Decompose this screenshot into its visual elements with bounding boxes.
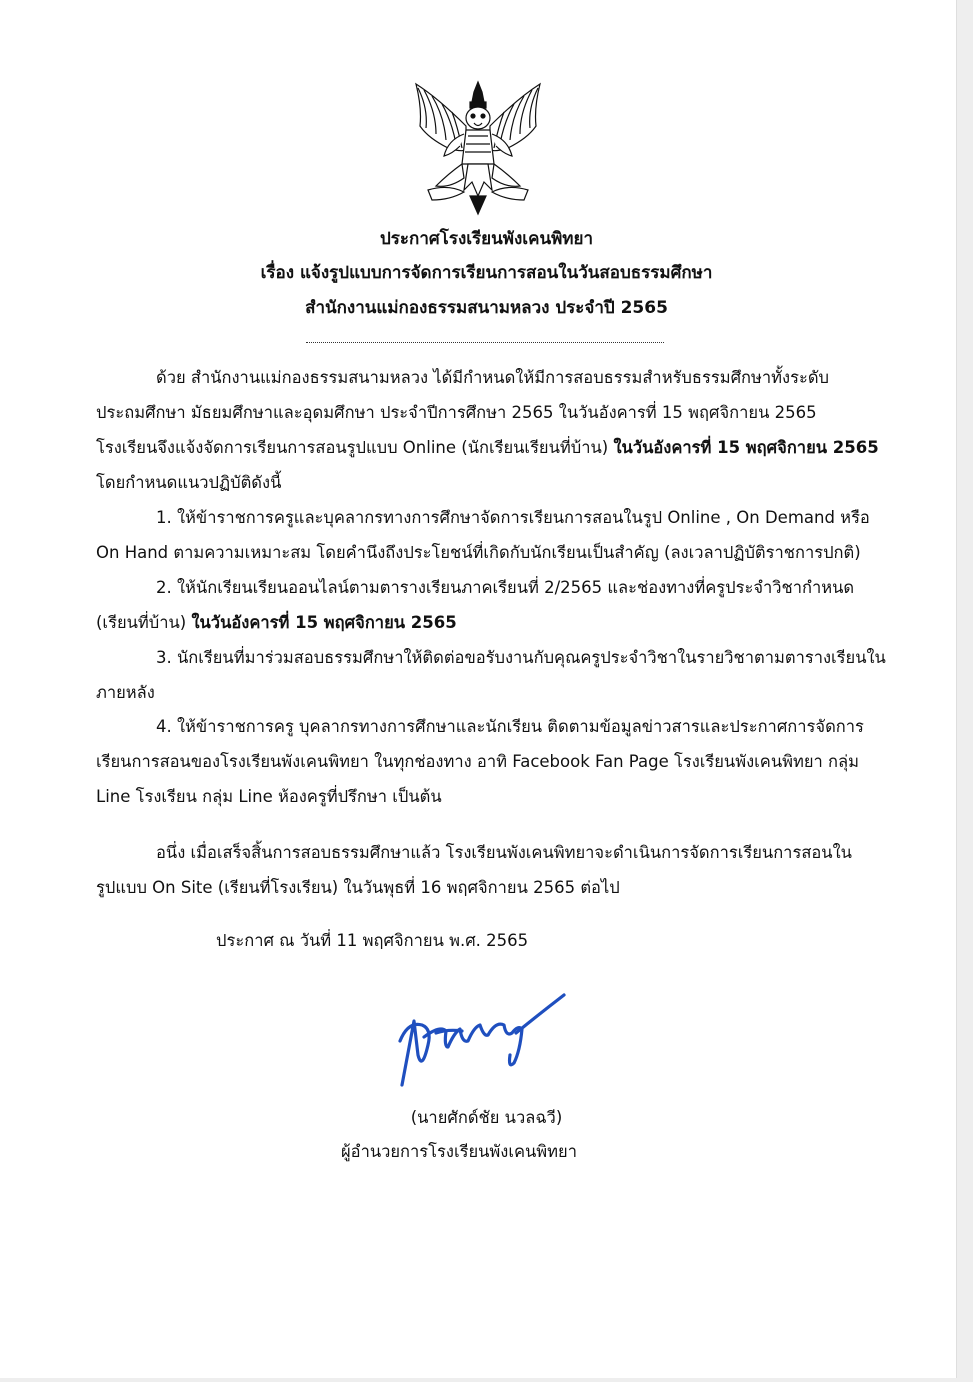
item-2-date-bold: ในวันอังคารที่ 15 พฤศจิกายน 2565: [191, 613, 457, 632]
item-3-line-1: 3. นักเรียนที่มาร่วมสอบธรรมศึกษาให้ติดต่อขอรับงานกับคุณครูประจำวิชาในรายวิชาตามตารางเรียนใน: [156, 648, 886, 667]
paragraph-1-line-4: โดยกำหนดแนวปฏิบัติดังนี้: [96, 473, 282, 492]
item-4-line-1: 4. ให้ข้าราชการครู บุคลากรทางการศึกษาและนักเรียน ติดตามข้อมูลข่าวสารและประกาศการจัดการ: [156, 717, 864, 736]
item-1-line-1: 1. ให้ข้าราชการครูและบุคลากรทางการศึกษาจัดการเรียนการสอนในรูป Online , On Demand หรือ: [156, 508, 870, 527]
paragraph-1-date-bold: ในวันอังคารที่ 15 พฤศจิกายน 2565: [613, 438, 879, 457]
paragraph-1-line-3: [96, 437, 879, 459]
subject-line: เรื่อง แจ้งรูปแบบการจัดการเรียนการสอนในวันสอบธรรมศึกษา: [260, 263, 713, 283]
item-2-line-2-text: (เรียนที่บ้าน): [96, 613, 192, 632]
paragraph-1-line-1: ด้วย สำนักงานแม่กองธรรมสนามหลวง ได้มีกำหนดให้มีการสอบธรรมสำหรับธรรมศึกษาทั้งระดับ: [156, 368, 830, 387]
announcement-title: ประกาศโรงเรียนพังเคนพิทยา: [380, 229, 593, 249]
paragraph-2-line-1: อนึ่ง เมื่อเสร็จสิ้นการสอบธรรมศึกษาแล้ว โรงเรียนพังเคนพิทยาจะดำเนินการจัดการเรียนการสอนใน: [156, 843, 852, 862]
item-3-line-2: ภายหลัง: [96, 683, 155, 702]
paragraph-1-line-2: ประถมศึกษา มัธยมศึกษาและอุดมศึกษา ประจำปีการศึกษา 2565 ในวันอังคารที่ 15 พฤศจิกายน 2565: [96, 403, 817, 422]
announcement-date: ประกาศ ณ วันที่ 11 พฤศจิกายน พ.ศ. 2565: [216, 931, 529, 950]
paragraph-1-line-3-text: โรงเรียนจึงแจ้งจัดการเรียนการสอนรูปแบบ Online (นักเรียนเรียนที่บ้าน): [96, 438, 614, 457]
signer-name: (นายศักด์ชัย นวลฉวี): [410, 1108, 563, 1127]
paragraph-2-line-2: รูปแบบ On Site (เรียนที่โรงเรียน) ในวันพุธที่ 16 พฤศจิกายน 2565 ต่อไป: [96, 878, 620, 897]
item-4-line-2: เรียนการสอนของโรงเรียนพังเคนพิทยา ในทุกช่องทาง อาทิ Facebook Fan Page โรงเรียนพังเคนพิทยา กลุ่ม: [96, 752, 860, 771]
header-divider: [306, 342, 664, 343]
signer-title: ผู้อำนวยการโรงเรียนพังเคนพิทยา: [341, 1142, 577, 1161]
item-1-line-2: On Hand ตามความเหมาะสม โดยคำนึงถึงประโยชน์ที่เกิดกับนักเรียนเป็นสำคัญ (ลงเวลาปฏิบัติราชการปกติ): [96, 543, 861, 562]
scrollbar-track[interactable]: [956, 0, 973, 1382]
item-2-line-1: 2. ให้นักเรียนเรียนออนไลน์ตามตารางเรียนภาคเรียนที่ 2/2565 และช่องทางที่ครูประจำวิชากำหนด: [156, 578, 855, 597]
item-2-line-2: [96, 612, 457, 634]
subject-line-2: สำนักงานแม่กองธรรมสนามหลวง ประจำปี 2565: [305, 298, 668, 318]
garuda-emblem-icon: [408, 78, 548, 218]
handwritten-signature: [388, 985, 578, 1095]
item-4-line-3: Line โรงเรียน กลุ่ม Line ห้องครูที่ปรึกษา เป็นต้น: [96, 787, 442, 806]
page-bottom-edge: [0, 1378, 973, 1382]
